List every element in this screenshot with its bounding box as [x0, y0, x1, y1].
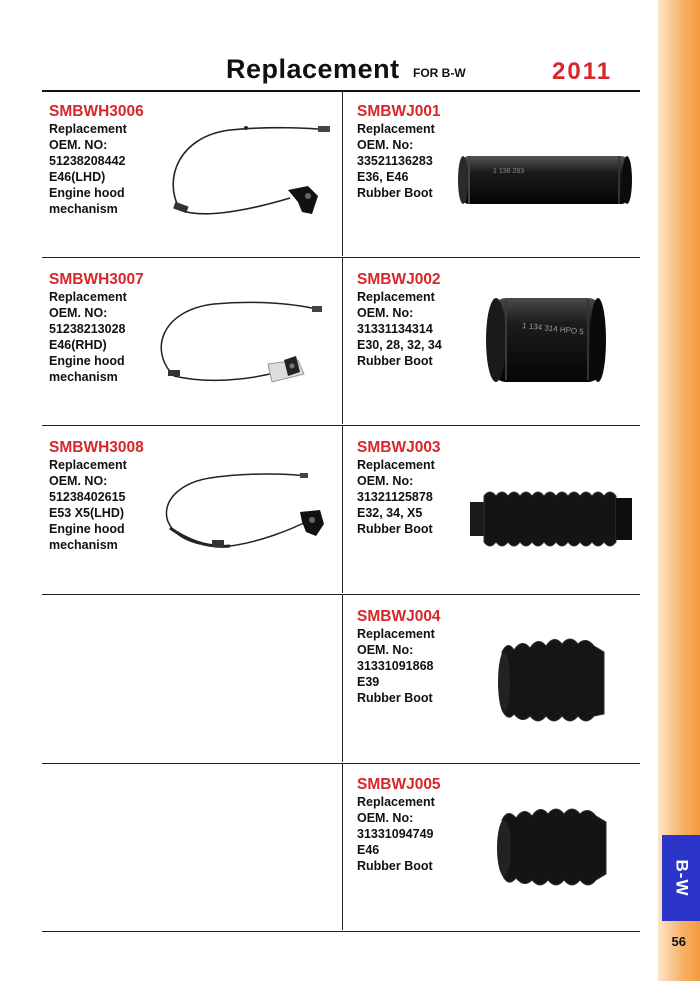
divider — [42, 90, 640, 92]
product-code: SMBWJ003 — [357, 439, 441, 456]
rubber-boot-icon — [455, 150, 635, 210]
oem-number: 33521136283 — [357, 154, 433, 168]
oem-number: 31331094749 — [357, 827, 434, 841]
product-code: SMBWJ001 — [357, 103, 441, 120]
divider — [42, 594, 640, 595]
description: mechanism — [49, 538, 118, 552]
oem-number: 31331091868 — [357, 659, 434, 673]
bellows-boot-icon — [492, 800, 612, 894]
bellows-boot-icon — [464, 482, 638, 556]
product-type: Replacement — [357, 795, 435, 809]
bellows-boot-icon — [494, 630, 610, 726]
fitment: E53 X5(LHD) — [49, 506, 125, 520]
divider — [42, 763, 640, 764]
description: Rubber Boot — [357, 354, 433, 368]
oem-label: OEM. No: — [357, 306, 414, 320]
product-type: Replacement — [357, 627, 435, 641]
description: Rubber Boot — [357, 691, 433, 705]
oem-label: OEM. No: — [357, 811, 414, 825]
fitment: E46(RHD) — [49, 338, 107, 352]
product-entry — [357, 608, 497, 706]
product-type: Replacement — [49, 458, 127, 472]
product-entry — [357, 776, 497, 874]
product-type: Replacement — [49, 290, 127, 304]
part-marking: 1 136 283 — [493, 168, 525, 175]
section-tab — [662, 835, 700, 921]
product-type: Replacement — [49, 122, 127, 136]
column-divider — [342, 426, 343, 593]
divider — [42, 931, 640, 932]
hood-cable-icon — [150, 462, 330, 562]
oem-number: 51238213028 — [49, 322, 126, 336]
rubber-boot-icon — [482, 290, 612, 390]
catalog-year: 2011 — [552, 58, 613, 85]
column-divider — [342, 595, 343, 762]
oem-number: 31331134314 — [357, 322, 433, 336]
hood-cable-icon — [148, 290, 328, 390]
description: Rubber Boot — [357, 186, 433, 200]
page-number: 56 — [671, 934, 686, 949]
oem-label: OEM. NO: — [49, 474, 108, 488]
column-divider — [342, 258, 343, 424]
product-type: Replacement — [357, 290, 435, 304]
product-type: Replacement — [357, 122, 435, 136]
oem-label: OEM. No: — [357, 643, 414, 657]
column-divider — [342, 91, 343, 256]
page-subtitle: FOR B-W — [413, 66, 466, 80]
oem-number: 51238402615 — [49, 490, 126, 504]
divider — [42, 425, 640, 426]
oem-number: 31321125878 — [357, 490, 433, 504]
part-marking: 1 134 314 HPO 5 — [521, 321, 585, 337]
product-code: SMBWJ004 — [357, 608, 441, 625]
fitment: E46 — [357, 843, 380, 857]
product-code: SMBWH3007 — [49, 271, 144, 288]
description: mechanism — [49, 202, 118, 216]
fitment: E30, 28, 32, 34 — [357, 338, 442, 352]
fitment: E46(LHD) — [49, 170, 106, 184]
fitment: E39 — [357, 675, 380, 689]
product-code: SMBWH3008 — [49, 439, 144, 456]
oem-label: OEM. No: — [357, 138, 414, 152]
oem-label: OEM. NO: — [49, 306, 108, 320]
product-code: SMBWJ005 — [357, 776, 441, 793]
description: Engine hood — [49, 186, 125, 200]
page-title: Replacement — [226, 54, 400, 84]
product-entry — [357, 271, 497, 369]
description: Engine hood — [49, 522, 125, 536]
product-code: SMBWJ002 — [357, 271, 441, 288]
fitment: E32, 34, X5 — [357, 506, 423, 520]
oem-label: OEM. No: — [357, 474, 414, 488]
description: Rubber Boot — [357, 859, 433, 873]
fitment: E36, E46 — [357, 170, 409, 184]
hood-cable-icon — [160, 118, 335, 228]
product-code: SMBWH3006 — [49, 103, 144, 120]
oem-label: OEM. NO: — [49, 138, 108, 152]
oem-number: 51238208442 — [49, 154, 126, 168]
side-strip — [658, 0, 700, 981]
column-divider — [342, 764, 343, 930]
description: mechanism — [49, 370, 118, 384]
section-tab-label: B-W — [671, 859, 691, 897]
description: Rubber Boot — [357, 522, 433, 536]
divider — [42, 257, 640, 258]
description: Engine hood — [49, 354, 125, 368]
product-type: Replacement — [357, 458, 435, 472]
